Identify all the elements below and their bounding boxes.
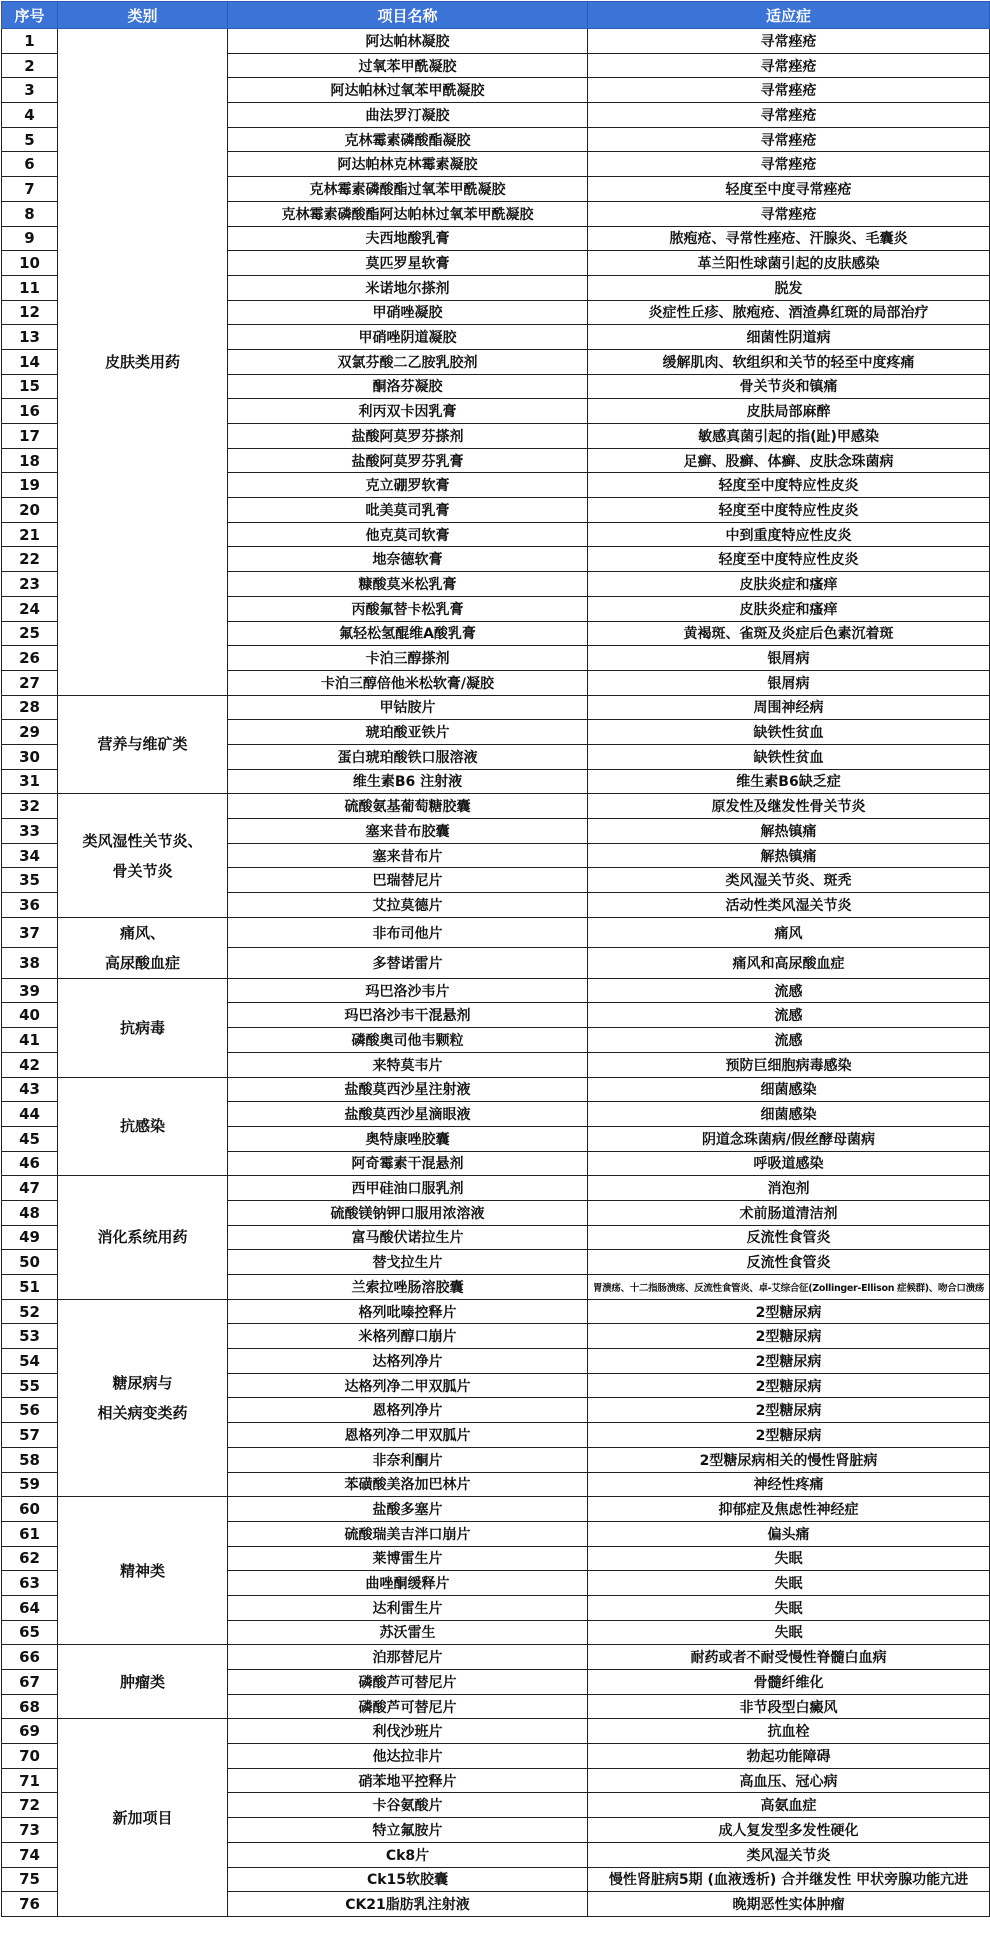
- category-label: 皮肤类用药: [104, 352, 180, 371]
- row-number: 14: [2, 349, 58, 374]
- item-name: 甲钴胺片: [228, 695, 588, 720]
- indication: 耐药或者不耐受慢性脊髓白血病: [588, 1645, 990, 1670]
- row-number: 19: [2, 473, 58, 498]
- row-number: 66: [2, 1645, 58, 1670]
- indication: 类风湿关节炎、斑秃: [588, 868, 990, 893]
- category-label: 痛风、: [119, 923, 165, 942]
- item-name: 地奈德软膏: [228, 547, 588, 572]
- indication: 敏感真菌引起的指(趾)甲感染: [588, 424, 990, 449]
- indication: 痛风和高尿酸血症: [588, 948, 990, 979]
- row-number: 57: [2, 1423, 58, 1448]
- indication: 失眠: [588, 1595, 990, 1620]
- table-row: [2, 29, 990, 54]
- table-row: [2, 978, 990, 1003]
- row-number: 69: [2, 1719, 58, 1744]
- item-name: 塞来昔布胶囊: [228, 819, 588, 844]
- row-number: 33: [2, 819, 58, 844]
- indication: 活动性类风湿关节炎: [588, 893, 990, 918]
- indication: 细菌性阴道病: [588, 325, 990, 350]
- row-number: 10: [2, 251, 58, 276]
- item-name: 阿达帕林过氧苯甲酰凝胶: [228, 78, 588, 103]
- indication: 缺铁性贫血: [588, 744, 990, 769]
- indication: 2型糖尿病: [588, 1324, 990, 1349]
- indication: 高血压、冠心病: [588, 1768, 990, 1793]
- indication: 解热镇痛: [588, 843, 990, 868]
- item-name: 米诺地尔搽剂: [228, 275, 588, 300]
- indication: 骨髓纤维化: [588, 1670, 990, 1695]
- row-number: 50: [2, 1250, 58, 1275]
- indication: 轻度至中度特应性皮炎: [588, 547, 990, 572]
- item-name: 艾拉莫德片: [228, 893, 588, 918]
- category-label: 高尿酸血症: [104, 953, 180, 972]
- row-number: 29: [2, 720, 58, 745]
- item-name: 盐酸莫西沙星滴眼液: [228, 1102, 588, 1127]
- indication: 2型糖尿病: [588, 1423, 990, 1448]
- item-name: 塞来昔布片: [228, 843, 588, 868]
- row-number: 21: [2, 522, 58, 547]
- item-name: 丙酸氟替卡松乳膏: [228, 596, 588, 621]
- row-number: 51: [2, 1275, 58, 1300]
- header-indication: 适应症: [588, 2, 990, 29]
- item-name: 阿达帕林凝胶: [228, 29, 588, 54]
- item-name: 卡泊三醇倍他米松软膏/凝胶: [228, 670, 588, 695]
- item-name: 甲硝唑阴道凝胶: [228, 325, 588, 350]
- item-name: 达格列净片: [228, 1349, 588, 1374]
- row-number: 3: [2, 78, 58, 103]
- item-name: 苯磺酸美洛加巴林片: [228, 1472, 588, 1497]
- row-number: 35: [2, 868, 58, 893]
- indication: 失眠: [588, 1571, 990, 1596]
- row-number: 71: [2, 1768, 58, 1793]
- category-label: 抗病毒: [119, 1018, 165, 1037]
- item-name: 糠酸莫米松乳膏: [228, 572, 588, 597]
- row-number: 16: [2, 399, 58, 424]
- indication: 周围神经病: [588, 695, 990, 720]
- indication: 细菌感染: [588, 1102, 990, 1127]
- category-label: 相关病变类药: [97, 1403, 188, 1422]
- drug-table: [1, 1, 990, 1917]
- row-number: 17: [2, 424, 58, 449]
- category-label: 肿瘤类: [119, 1672, 165, 1691]
- item-name: 富马酸伏诺拉生片: [228, 1225, 588, 1250]
- indication: 勃起功能障碍: [588, 1744, 990, 1769]
- category-label: 类风湿性关节炎、: [82, 831, 203, 850]
- header-category: 类别: [58, 2, 228, 29]
- item-name: 氟轻松氢醌维A酸乳膏: [228, 621, 588, 646]
- row-number: 40: [2, 1003, 58, 1028]
- row-number: 49: [2, 1225, 58, 1250]
- item-name: 玛巴洛沙韦片: [228, 978, 588, 1003]
- item-name: 莱博雷生片: [228, 1546, 588, 1571]
- item-name: 吡美莫司乳膏: [228, 498, 588, 523]
- row-number: 11: [2, 275, 58, 300]
- row-number: 53: [2, 1324, 58, 1349]
- row-number: 42: [2, 1052, 58, 1077]
- item-name: 利丙双卡因乳膏: [228, 399, 588, 424]
- table-row: [2, 695, 990, 720]
- item-name: 磷酸芦可替尼片: [228, 1670, 588, 1695]
- category-cell: [58, 1299, 228, 1497]
- indication: 骨关节炎和镇痛: [588, 374, 990, 399]
- item-name: 硫酸镁钠钾口服用浓溶液: [228, 1200, 588, 1225]
- indication: 神经性疼痛: [588, 1472, 990, 1497]
- item-name: 玛巴洛沙韦干混悬剂: [228, 1003, 588, 1028]
- item-name: 阿奇霉素干混悬剂: [228, 1151, 588, 1176]
- indication: 寻常痤疮: [588, 103, 990, 128]
- category-cell: [58, 1645, 228, 1719]
- category-cell: [58, 917, 228, 978]
- item-name: 克立硼罗软膏: [228, 473, 588, 498]
- item-name: 多替诺雷片: [228, 948, 588, 979]
- item-name: 非布司他片: [228, 917, 588, 948]
- item-name: 格列吡嗪控释片: [228, 1299, 588, 1324]
- indication: 轻度至中度寻常痤疮: [588, 177, 990, 202]
- indication: 革兰阳性球菌引起的皮肤感染: [588, 251, 990, 276]
- category-label: 营养与维矿类: [97, 735, 188, 754]
- item-name: CK21脂肪乳注射液: [228, 1892, 588, 1917]
- item-name: 克林霉素磷酸酯凝胶: [228, 127, 588, 152]
- category-label: 抗感染: [119, 1117, 165, 1136]
- item-name: 盐酸阿莫罗芬乳膏: [228, 448, 588, 473]
- row-number: 26: [2, 646, 58, 671]
- row-number: 13: [2, 325, 58, 350]
- row-number: 30: [2, 744, 58, 769]
- category-cell: [58, 29, 228, 696]
- row-number: 74: [2, 1842, 58, 1867]
- category-cell: [58, 1497, 228, 1645]
- row-number: 15: [2, 374, 58, 399]
- row-number: 72: [2, 1793, 58, 1818]
- header-row: [2, 2, 990, 29]
- row-number: 70: [2, 1744, 58, 1769]
- item-name: 奥特康唑胶囊: [228, 1126, 588, 1151]
- row-number: 24: [2, 596, 58, 621]
- indication: 消泡剂: [588, 1176, 990, 1201]
- indication: 维生素B6缺乏症: [588, 769, 990, 794]
- row-number: 64: [2, 1595, 58, 1620]
- item-name: 达利雷生片: [228, 1595, 588, 1620]
- row-number: 28: [2, 695, 58, 720]
- indication: 失眠: [588, 1620, 990, 1645]
- row-number: 46: [2, 1151, 58, 1176]
- indication: 慢性肾脏病5期 (血液透析) 合并继发性 甲状旁腺功能亢进: [588, 1867, 990, 1892]
- item-name: Ck8片: [228, 1842, 588, 1867]
- row-number: 75: [2, 1867, 58, 1892]
- indication: 流感: [588, 978, 990, 1003]
- indication: 2型糖尿病相关的慢性肾脏病: [588, 1447, 990, 1472]
- indication: 轻度至中度特应性皮炎: [588, 473, 990, 498]
- item-name: 蛋白琥珀酸铁口服溶液: [228, 744, 588, 769]
- item-name: 克林霉素磷酸酯过氧苯甲酰凝胶: [228, 177, 588, 202]
- category-cell: [58, 1176, 228, 1299]
- item-name: 硫酸氨基葡萄糖胶囊: [228, 794, 588, 819]
- category-cell: [58, 978, 228, 1077]
- indication: 寻常痤疮: [588, 78, 990, 103]
- row-number: 43: [2, 1077, 58, 1102]
- row-number: 52: [2, 1299, 58, 1324]
- item-name: 非奈利酮片: [228, 1447, 588, 1472]
- indication: 寻常痤疮: [588, 127, 990, 152]
- table-row: [2, 1719, 990, 1744]
- indication: 中到重度特应性皮炎: [588, 522, 990, 547]
- item-name: 甲硝唑凝胶: [228, 300, 588, 325]
- row-number: 5: [2, 127, 58, 152]
- indication: 2型糖尿病: [588, 1349, 990, 1374]
- item-name: 他达拉非片: [228, 1744, 588, 1769]
- item-name: 磷酸奥司他韦颗粒: [228, 1028, 588, 1053]
- indication: 足癣、股癣、体癣、皮肤念珠菌病: [588, 448, 990, 473]
- row-number: 58: [2, 1447, 58, 1472]
- table-row: [2, 917, 990, 948]
- indication: 反流性食管炎: [588, 1250, 990, 1275]
- item-name: 琥珀酸亚铁片: [228, 720, 588, 745]
- indication: 成人复发型多发性硬化: [588, 1818, 990, 1843]
- row-number: 67: [2, 1670, 58, 1695]
- indication: 2型糖尿病: [588, 1299, 990, 1324]
- indication: 脱发: [588, 275, 990, 300]
- indication: 原发性及继发性骨关节炎: [588, 794, 990, 819]
- row-number: 38: [2, 948, 58, 979]
- indication: 银屑病: [588, 670, 990, 695]
- category-cell: [58, 695, 228, 794]
- indication: 缺铁性贫血: [588, 720, 990, 745]
- indication: 流感: [588, 1003, 990, 1028]
- indication: 皮肤炎症和瘙痒: [588, 596, 990, 621]
- indication: 呼吸道感染: [588, 1151, 990, 1176]
- table-row: [2, 794, 990, 819]
- indication: 寻常痤疮: [588, 53, 990, 78]
- item-name: 硝苯地平控释片: [228, 1768, 588, 1793]
- item-name: 阿达帕林克林霉素凝胶: [228, 152, 588, 177]
- item-name: 过氧苯甲酰凝胶: [228, 53, 588, 78]
- item-name: 达格列净二甲双胍片: [228, 1373, 588, 1398]
- item-name: 莫匹罗星软膏: [228, 251, 588, 276]
- category-cell: [58, 1077, 228, 1176]
- row-number: 39: [2, 978, 58, 1003]
- table-body: [2, 29, 990, 1917]
- row-number: 37: [2, 917, 58, 948]
- row-number: 8: [2, 201, 58, 226]
- item-name: Ck15软胶囊: [228, 1867, 588, 1892]
- indication: 细菌感染: [588, 1077, 990, 1102]
- indication: 脓疱疮、寻常性痤疮、汗腺炎、毛囊炎: [588, 226, 990, 251]
- indication: 流感: [588, 1028, 990, 1053]
- indication: 寻常痤疮: [588, 29, 990, 54]
- indication: 轻度至中度特应性皮炎: [588, 498, 990, 523]
- row-number: 60: [2, 1497, 58, 1522]
- row-number: 22: [2, 547, 58, 572]
- row-number: 2: [2, 53, 58, 78]
- item-name: 泊那替尼片: [228, 1645, 588, 1670]
- row-number: 54: [2, 1349, 58, 1374]
- row-number: 18: [2, 448, 58, 473]
- indication: 术前肠道清洁剂: [588, 1200, 990, 1225]
- indication: 抗血栓: [588, 1719, 990, 1744]
- row-number: 36: [2, 893, 58, 918]
- row-number: 68: [2, 1694, 58, 1719]
- row-number: 12: [2, 300, 58, 325]
- item-name: 卡谷氨酸片: [228, 1793, 588, 1818]
- row-number: 23: [2, 572, 58, 597]
- row-number: 32: [2, 794, 58, 819]
- table-row: [2, 1645, 990, 1670]
- indication: 炎症性丘疹、脓疱疮、酒渣鼻红斑的局部治疗: [588, 300, 990, 325]
- item-name: 利伐沙班片: [228, 1719, 588, 1744]
- indication: 预防巨细胞病毒感染: [588, 1052, 990, 1077]
- indication: 非节段型白癜风: [588, 1694, 990, 1719]
- table-row: [2, 1077, 990, 1102]
- indication: 皮肤局部麻醉: [588, 399, 990, 424]
- indication: 皮肤炎症和瘙痒: [588, 572, 990, 597]
- indication: 寻常痤疮: [588, 152, 990, 177]
- indication: 偏头痛: [588, 1521, 990, 1546]
- header-number: 序号: [2, 2, 58, 29]
- table-row: [2, 1176, 990, 1201]
- item-name: 曲法罗汀凝胶: [228, 103, 588, 128]
- row-number: 55: [2, 1373, 58, 1398]
- indication: 缓解肌肉、软组织和关节的轻至中度疼痛: [588, 349, 990, 374]
- indication: 寻常痤疮: [588, 201, 990, 226]
- row-number: 20: [2, 498, 58, 523]
- row-number: 34: [2, 843, 58, 868]
- item-name: 恩格列净片: [228, 1398, 588, 1423]
- row-number: 7: [2, 177, 58, 202]
- item-name: 米格列醇口崩片: [228, 1324, 588, 1349]
- row-number: 73: [2, 1818, 58, 1843]
- indication: 胃溃疡、十二指肠溃疡、反流性食管炎、卓-艾综合征(Zollinger-Ellison 症候群)、吻合口溃疡: [588, 1275, 990, 1300]
- item-name: 西甲硅油口服乳剂: [228, 1176, 588, 1201]
- item-name: 磷酸芦可替尼片: [228, 1694, 588, 1719]
- row-number: 6: [2, 152, 58, 177]
- indication: 高氨血症: [588, 1793, 990, 1818]
- row-number: 44: [2, 1102, 58, 1127]
- row-number: 41: [2, 1028, 58, 1053]
- item-name: 双氯芬酸二乙胺乳胶剂: [228, 349, 588, 374]
- row-number: 62: [2, 1546, 58, 1571]
- indication: 银屑病: [588, 646, 990, 671]
- category-label: 糖尿病与: [112, 1373, 173, 1392]
- category-label: 骨关节炎: [112, 861, 173, 880]
- category-label: 精神类: [119, 1561, 165, 1580]
- row-number: 45: [2, 1126, 58, 1151]
- item-name: 苏沃雷生: [228, 1620, 588, 1645]
- row-number: 47: [2, 1176, 58, 1201]
- item-name: 盐酸多塞片: [228, 1497, 588, 1522]
- item-name: 他克莫司软膏: [228, 522, 588, 547]
- item-name: 酮洛芬凝胶: [228, 374, 588, 399]
- indication: 2型糖尿病: [588, 1398, 990, 1423]
- row-number: 27: [2, 670, 58, 695]
- category-cell: [58, 1719, 228, 1917]
- item-name: 盐酸阿莫罗芬搽剂: [228, 424, 588, 449]
- row-number: 25: [2, 621, 58, 646]
- item-name: 盐酸莫西沙星注射液: [228, 1077, 588, 1102]
- row-number: 1: [2, 29, 58, 54]
- item-name: 夫西地酸乳膏: [228, 226, 588, 251]
- indication: 反流性食管炎: [588, 1225, 990, 1250]
- indication: 失眠: [588, 1546, 990, 1571]
- item-name: 兰索拉唑肠溶胶囊: [228, 1275, 588, 1300]
- row-number: 31: [2, 769, 58, 794]
- item-name: 维生素B6 注射液: [228, 769, 588, 794]
- indication: 类风湿关节炎: [588, 1842, 990, 1867]
- item-name: 硫酸瑞美吉泮口崩片: [228, 1521, 588, 1546]
- row-number: 56: [2, 1398, 58, 1423]
- row-number: 76: [2, 1892, 58, 1917]
- row-number: 63: [2, 1571, 58, 1596]
- indication: 阴道念珠菌病/假丝酵母菌病: [588, 1126, 990, 1151]
- row-number: 48: [2, 1200, 58, 1225]
- item-name: 替戈拉生片: [228, 1250, 588, 1275]
- category-label: 消化系统用药: [97, 1228, 188, 1247]
- item-name: 特立氟胺片: [228, 1818, 588, 1843]
- indication: 痛风: [588, 917, 990, 948]
- category-cell: [58, 794, 228, 917]
- item-name: 恩格列净二甲双胍片: [228, 1423, 588, 1448]
- row-number: 59: [2, 1472, 58, 1497]
- row-number: 4: [2, 103, 58, 128]
- item-name: 巴瑞替尼片: [228, 868, 588, 893]
- indication: 晚期恶性实体肿瘤: [588, 1892, 990, 1917]
- indication: 黄褐斑、雀斑及炎症后色素沉着斑: [588, 621, 990, 646]
- category-label: 新加项目: [112, 1808, 173, 1827]
- item-name: 卡泊三醇搽剂: [228, 646, 588, 671]
- item-name: 克林霉素磷酸酯阿达帕林过氧苯甲酰凝胶: [228, 201, 588, 226]
- indication: 解热镇痛: [588, 819, 990, 844]
- row-number: 9: [2, 226, 58, 251]
- table-row: [2, 1299, 990, 1324]
- row-number: 61: [2, 1521, 58, 1546]
- item-name: 曲唑酮缓释片: [228, 1571, 588, 1596]
- header-item-name: 项目名称: [228, 2, 588, 29]
- item-name: 来特莫韦片: [228, 1052, 588, 1077]
- row-number: 65: [2, 1620, 58, 1645]
- indication: 2型糖尿病: [588, 1373, 990, 1398]
- table-row: [2, 1497, 990, 1522]
- indication: 抑郁症及焦虑性神经症: [588, 1497, 990, 1522]
